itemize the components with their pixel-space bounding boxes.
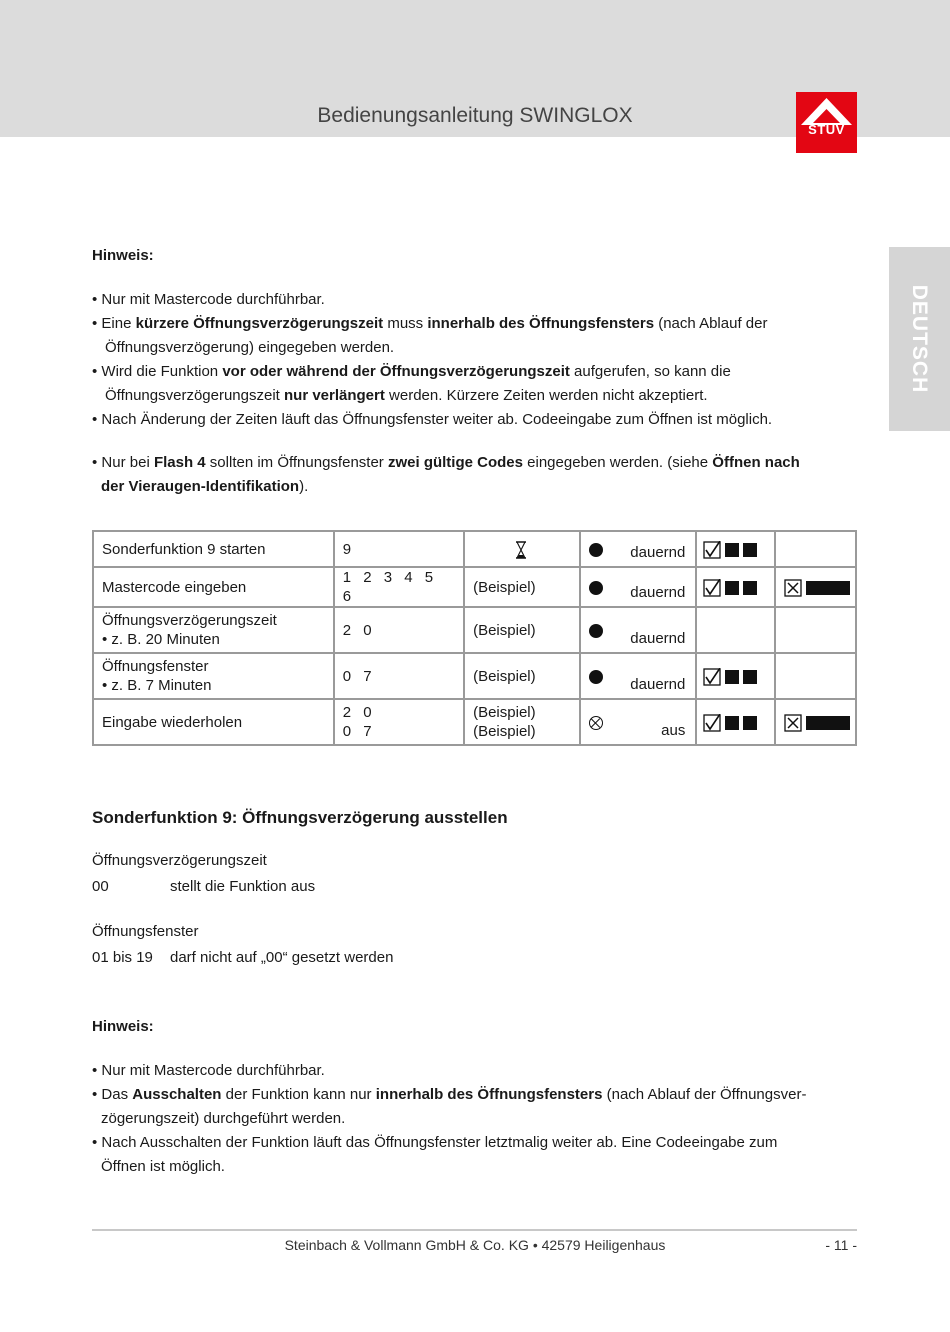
status-cell-a <box>696 653 775 699</box>
note1-heading: Hinweis: <box>92 247 154 264</box>
indicator-square <box>743 543 757 557</box>
step-label: Mastercode eingeben <box>102 578 247 596</box>
note-text-2: (Beispiel) <box>473 723 536 740</box>
note1-bullet5: • Nur bei Flash 4 sollten im Öffnungsfenster zwei gültige Codes eingegeben werden. (siehe Öffnen nach <box>92 454 800 471</box>
led-cell <box>580 653 696 699</box>
note1-bullet2-line2: Öffnungsverzögerung) eingegeben werden. <box>105 339 395 356</box>
led-on-icon <box>589 543 603 557</box>
note1-bullet5-line2: der Vieraugen-Identifikation). <box>101 478 309 495</box>
footer-divider <box>92 1229 857 1231</box>
note2-bullet2: • Das Ausschalten der Funktion kann nur innerhalb des Öffnungsfensters (nach Ablauf der Öffnungsver- <box>92 1086 807 1103</box>
step-label-detail: • z. B. 20 Minuten <box>102 631 220 648</box>
indicator-square <box>725 716 739 730</box>
note1-bullet3-line2: Öffnungsverzögerungszeit nur verlängert werden. Kürzere Zeiten werden nicht akzeptiert. <box>105 387 708 404</box>
status-cell-a <box>696 531 775 567</box>
input-value-2: 0 7 <box>342 723 376 740</box>
step-label: Sonderfunktion 9 starten <box>102 540 266 558</box>
step-label-detail: • z. B. 7 Minuten <box>102 677 212 694</box>
step-label-cell <box>93 699 334 745</box>
footer-company: Steinbach & Vollmann GmbH & Co. KG • 42579 Heiligenhaus <box>284 1237 666 1253</box>
status-cell-a <box>696 567 775 607</box>
led-state: dauernd <box>630 630 686 647</box>
logo-text: STUV <box>808 122 845 137</box>
led-on-icon <box>589 670 603 684</box>
note-text: (Beispiel) <box>473 667 536 685</box>
indicator-square <box>725 581 739 595</box>
led-state: dauernd <box>630 584 686 601</box>
section-sub1: Öffnungsverzögerungszeit <box>92 852 267 869</box>
checkbox-checked-icon <box>703 668 721 686</box>
input-cell <box>334 567 464 607</box>
input-value: 1 2 3 4 5 6 <box>342 569 438 605</box>
step-label: Eingabe wiederholen <box>102 713 243 731</box>
indicator-square <box>743 716 757 730</box>
note-text: (Beispiel) <box>473 621 536 639</box>
note2-bullet1: • Nur mit Mastercode durchführbar. <box>92 1062 325 1079</box>
step-label-cell <box>93 653 334 699</box>
led-state: aus <box>661 722 686 739</box>
led-cell <box>580 607 696 653</box>
language-tab-label: DEUTSCH <box>908 284 931 394</box>
checkbox-checked-icon <box>703 541 721 559</box>
note1-bullet3: • Wird die Funktion vor oder während der Öffnungsverzögerungszeit aufgerufen, so kann die <box>92 363 731 380</box>
input-cell <box>334 653 464 699</box>
language-tab <box>889 247 950 431</box>
led-state: dauernd <box>630 676 686 693</box>
table-row <box>93 567 856 607</box>
status-cell-b <box>775 531 856 567</box>
code-entry-table <box>92 530 857 746</box>
note1-bullet1: • Nur mit Mastercode durchführbar. <box>92 291 325 308</box>
note2-bullet3-line2: Öffnen ist möglich. <box>101 1158 225 1175</box>
section-heading: Sonderfunktion 9: Öffnungsverzögerung ausstellen <box>92 808 508 827</box>
indicator-bar <box>806 716 850 730</box>
table-row <box>93 607 856 653</box>
input-value: 0 7 <box>342 667 376 685</box>
status-cell-b <box>775 699 856 745</box>
indicator-square <box>743 670 757 684</box>
note2-bullet2-line2: zögerungszeit) durchgeführt werden. <box>101 1110 346 1127</box>
checkbox-crossed-icon <box>784 714 802 732</box>
section-sub1-code: 00 <box>92 878 109 895</box>
section-sub2-code: 01 bis 19 <box>92 949 153 966</box>
step-label-cell <box>93 607 334 653</box>
note-cell <box>464 567 580 607</box>
note2-bullet3: • Nach Ausschalten der Funktion läuft das Öffnungsfenster letztmalig weiter ab. Eine Codeeingabe zum <box>92 1134 778 1151</box>
page-header-title: Bedienungsanleitung SWINGLOX <box>317 104 633 127</box>
step-label-cell <box>93 567 334 607</box>
status-cell-b <box>775 567 856 607</box>
input-value: 2 0 <box>342 621 376 639</box>
led-cell <box>580 531 696 567</box>
indicator-square <box>725 670 739 684</box>
note1-bullet2: • Eine kürzere Öffnungsverzögerungszeit muss innerhalb des Öffnungsfensters (nach Ablauf der <box>92 315 768 332</box>
note-text: (Beispiel) <box>473 578 536 596</box>
table-row <box>93 699 856 745</box>
status-cell-a <box>696 607 775 653</box>
section-sub2-desc: darf nicht auf „00“ gesetzt werden <box>170 949 394 966</box>
section-sub1-desc: stellt die Funktion aus <box>170 878 316 895</box>
note-cell <box>464 607 580 653</box>
note-cell <box>464 699 580 745</box>
indicator-square <box>725 543 739 557</box>
note-cell <box>464 531 580 567</box>
input-value: 2 0 <box>342 704 376 721</box>
status-cell-b <box>775 607 856 653</box>
led-off-icon <box>589 716 603 730</box>
note-cell <box>464 653 580 699</box>
input-value: 9 <box>342 540 356 558</box>
table-row <box>93 531 856 567</box>
table-row <box>93 653 856 699</box>
section-sub2: Öffnungsfenster <box>92 923 199 940</box>
hourglass-icon <box>515 541 527 559</box>
status-cell-a <box>696 699 775 745</box>
input-cell <box>334 607 464 653</box>
step-label: Öffnungsfenster <box>102 658 209 675</box>
status-cell-b <box>775 653 856 699</box>
page-number: - 11 - <box>825 1237 857 1253</box>
step-label-cell <box>93 531 334 567</box>
input-cell <box>334 531 464 567</box>
input-cell <box>334 699 464 745</box>
indicator-square <box>743 581 757 595</box>
led-on-icon <box>589 581 603 595</box>
checkbox-crossed-icon <box>784 579 802 597</box>
led-on-icon <box>589 624 603 638</box>
led-cell <box>580 567 696 607</box>
checkbox-checked-icon <box>703 579 721 597</box>
stuv-logo <box>796 92 857 153</box>
note1-bullet4: • Nach Änderung der Zeiten läuft das Öffnungsfenster weiter ab. Codeeingabe zum Öffnen ist möglich. <box>92 411 773 428</box>
indicator-bar <box>806 581 850 595</box>
note2-heading: Hinweis: <box>92 1018 154 1035</box>
step-label: Öffnungsverzögerungszeit <box>102 612 277 629</box>
led-cell <box>580 699 696 745</box>
checkbox-checked-icon <box>703 714 721 732</box>
led-state: dauernd <box>630 544 686 561</box>
note-text: (Beispiel) <box>473 704 536 721</box>
